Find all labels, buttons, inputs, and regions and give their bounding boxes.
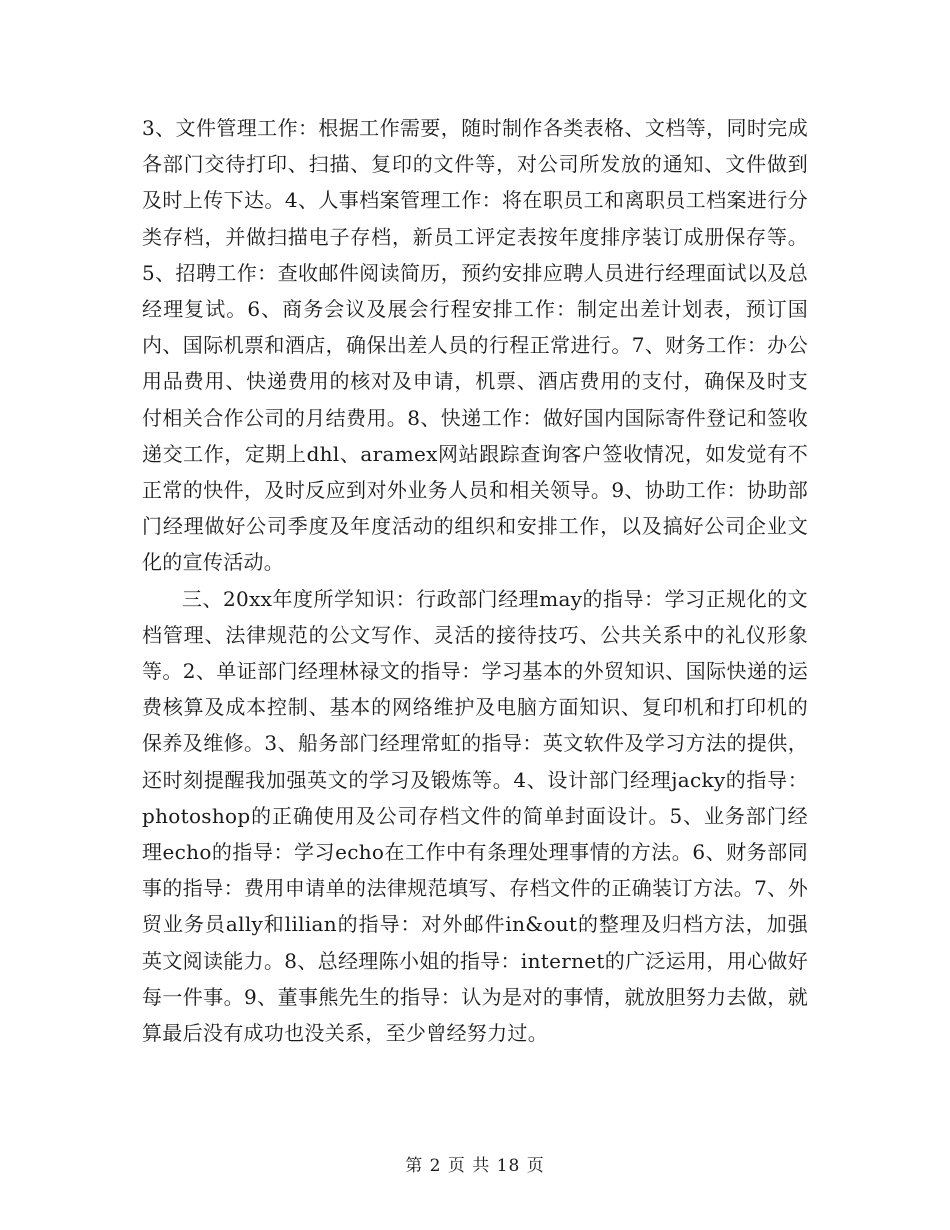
paragraph-knowledge-learned: 三、20xx年度所学知识：行政部门经理may的指导：学习正规化的文档管理、法律规范的公文写作、灵活的接待技巧、公共关系中的礼仪形象等。2、单证部门经理林禄文的指导：学习基本的外贸知识、国际快递的运费核算及成本控制、基本的网络维护及电脑方面知识、复印机和打印机的保养及维修。3、船务部门经理常虹的指导：英文软件及学习方法的提供，还时刻提醒我加强英文的学习及锻炼等。4、设计部门经理jacky的指导：photoshop的正确使用及公司存档文件的简单封面设计。5、业务部门经理echo的指导：学习echo在工作中有条理处理事情的方法。6、财务部同事的指导：费用申请单的法律规范填写、存档文件的正确装订方法。7、外贸业务员ally和lilian的指导：对外邮件in&out的整理及归档方法，加强英文阅读能力。8、总经理陈小姐的指导：internet的广泛运用，用心做好每一件事。9、董事熊先生的指导：认为是对的事情，就放胆努力去做，就算最后没有成功也没关系，至少曾经努力过。 <box>142 586 808 1046</box>
document-body <box>142 110 808 1051</box>
paragraph-work-duties: 3、文件管理工作：根据工作需要，随时制作各类表格、文档等，同时完成各部门交待打印、扫描、复印的文件等，对公司所发放的通知、文件做到及时上传下达。4、人事档案管理工作：将在职员工和离职员工档案进行分类存档，并做扫描电子存档，新员工评定表按年度排序装订成册保存等。5、招聘工作：查收邮件阅读简历，预约安排应聘人员进行经理面试以及总经理复试。6、商务会议及展会行程安排工作：制定出差计划表，预订国内、国际机票和酒店，确保出差人员的行程正常进行。7、财务工作：办公用品费用、快递费用的核对及申请，机票、酒店费用的支付，确保及时支付相关合作公司的月结费用。8、快递工作：做好国内国际寄件登记和签收递交工作，定期上dhl、aramex网站跟踪查询客户签收情况，如发觉有不正常的快件，及时反应到对外业务人员和相关领导。9、协助工作：协助部门经理做好公司季度及年度活动的组织和安排工作，以及搞好公司企业文化的宣传活动。 <box>142 116 808 575</box>
page-number-footer: 第 2 页 共 18 页 <box>405 1156 545 1176</box>
